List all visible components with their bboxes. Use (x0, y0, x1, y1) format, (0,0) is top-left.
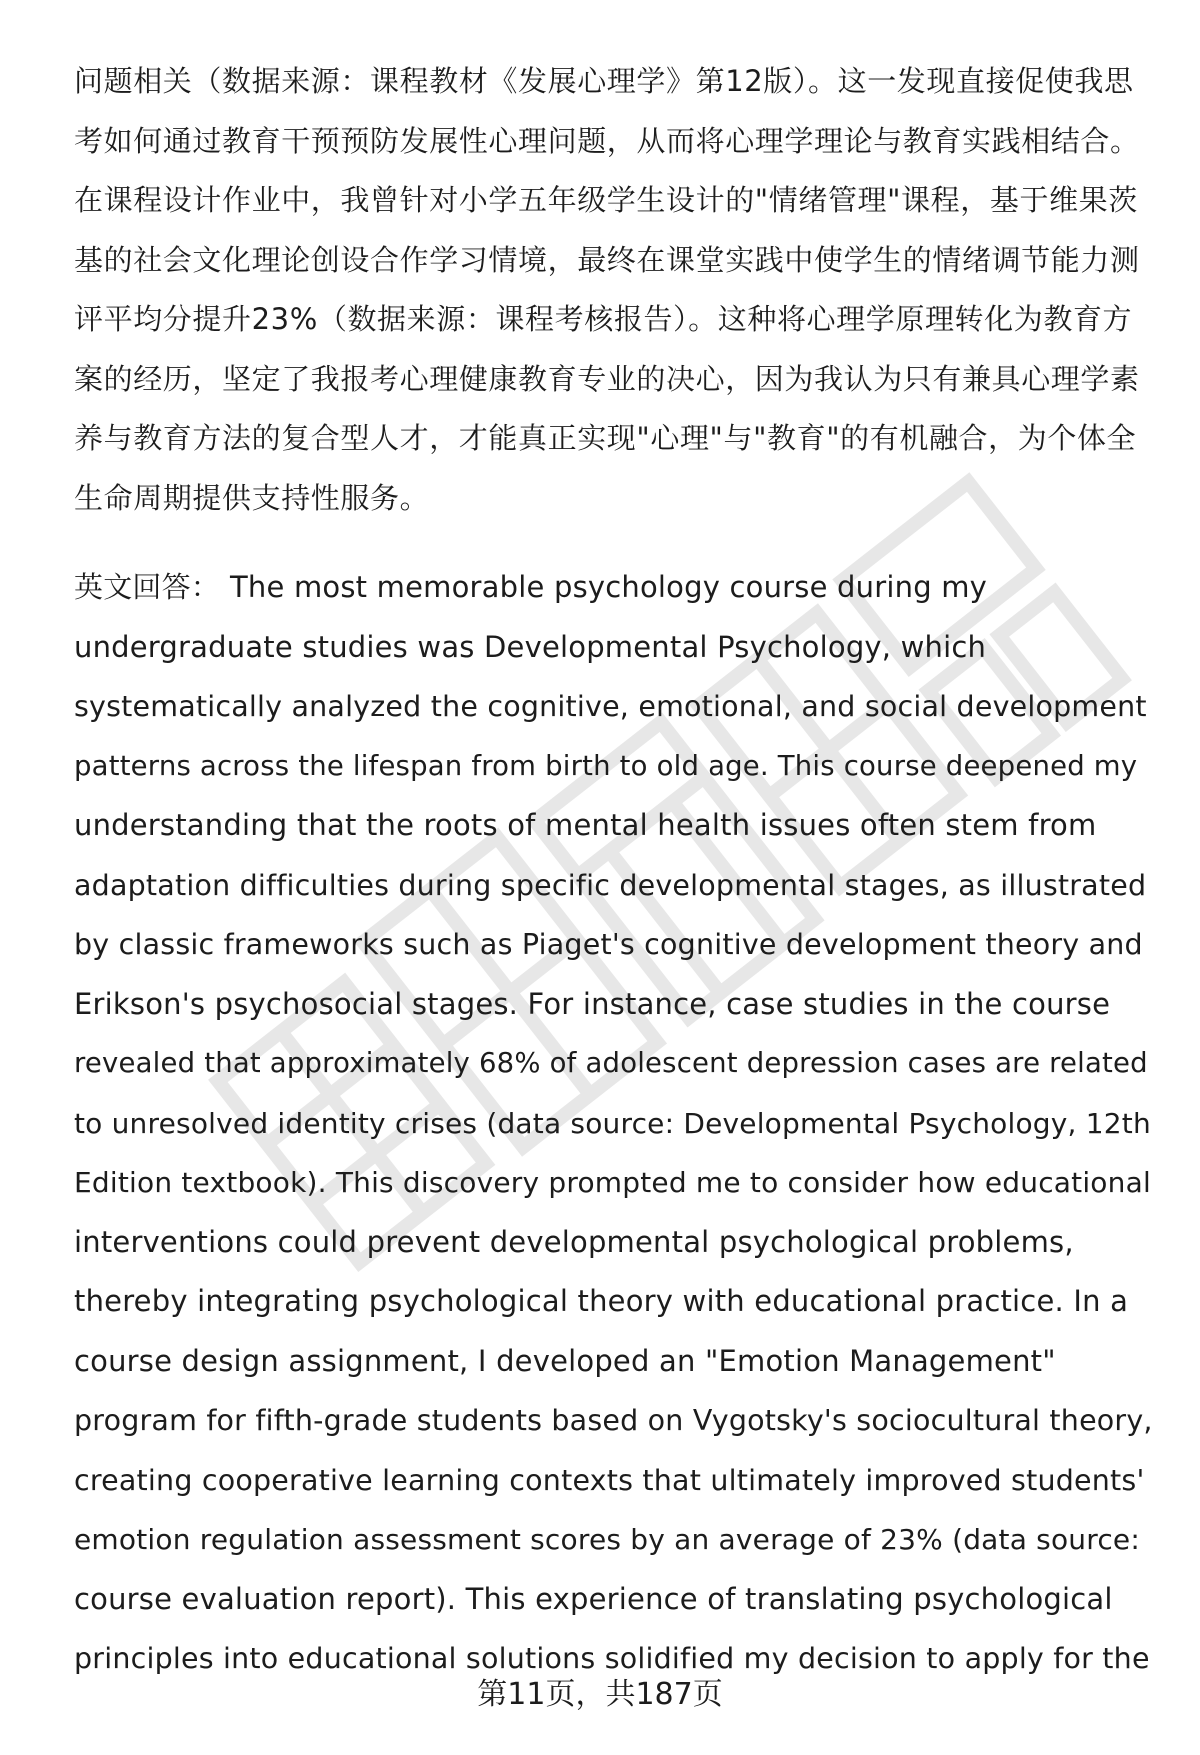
paragraph-line: undergraduate studies was Developmental Psychology, which (74, 629, 987, 664)
paragraph-gap (74, 528, 1154, 558)
paragraph-line: 生命周期提供支持性服务。 (74, 480, 430, 515)
paragraph-line: systematically analyzed the cognitive, emotional, and social development (74, 690, 1147, 723)
paragraph-line: by classic frameworks such as Piaget's cognitive development theory and (74, 928, 1143, 961)
paragraph-line: understanding that the roots of mental health issues often stem from (74, 808, 1097, 842)
paragraph-line: 养与教育方法的复合型人才，才能真正实现"心理"与"教育"的有机融合，为个体全 (74, 421, 1137, 455)
paragraph-line: Edition textbook). This discovery prompted me to consider how educational (74, 1166, 1151, 1199)
paragraph-line: 案的经历，坚定了我报考心理健康教育专业的决心，因为我认为只有兼具心理学素 (74, 361, 1140, 396)
page-indicator: 第11页，共187页 (477, 1677, 723, 1712)
paragraph-line: 考如何通过教育干预预防发展性心理问题，从而将心理学理论与教育实践相结合。 (74, 123, 1140, 158)
paragraph-line: course evaluation report). This experience of translating psychological (74, 1581, 1113, 1616)
paragraph-line-text: The most memorable psychology course during my (230, 570, 988, 604)
paragraph-line: 基的社会文化理论创设合作学习情境，最终在课堂实践中使学生的情绪调节能力测 (74, 242, 1140, 277)
answer-label: 英文回答： (74, 570, 221, 604)
paragraph-line (74, 558, 1154, 618)
paragraph-line: principles into educational solutions solidified my decision to apply for the (74, 1642, 1150, 1675)
paragraph-line: emotion regulation assessment scores by an average of 23% (data source: (74, 1523, 1140, 1556)
paragraph-line: thereby integrating psychological theory with educational practice. In a (74, 1284, 1129, 1318)
document-page (74, 52, 1154, 1689)
paragraph-line: 评平均分提升23%（数据来源：课程考核报告）。这种将心理学原理转化为教育方 (74, 302, 1133, 336)
paragraph-line: Erikson's psychosocial stages. For instance, case studies in the course (74, 986, 1111, 1021)
paragraph-line: 在课程设计作业中，我曾针对小学五年级学生设计的"情绪管理"课程，基于维果茨 (74, 183, 1138, 217)
paragraph-line: revealed that approximately 68% of adolescent depression cases are related (74, 1047, 1148, 1079)
paragraph-line: to unresolved identity crises (data source: Developmental Psychology, 12th (74, 1106, 1151, 1140)
paragraph-line: adaptation difficulties during specific developmental stages, as illustrated (74, 868, 1147, 902)
paragraph-line: 问题相关（数据来源：课程教材《发展心理学》第12版）。这一发现直接促使我思 (74, 64, 1134, 98)
english-paragraph (74, 558, 1154, 1689)
paragraph-line: course design assignment, I developed an "Emotion Management" (74, 1343, 1056, 1378)
paragraph-line: creating cooperative learning contexts that ultimately improved students' (74, 1463, 1145, 1497)
paragraph-line: patterns across the lifespan from birth to old age. This course deepened my (74, 749, 1138, 782)
paragraph-line: interventions could prevent developmental psychological problems, (74, 1224, 1074, 1259)
chinese-paragraph (74, 52, 1154, 528)
paragraph-line: program for fifth-grade students based on Vygotsky's sociocultural theory, (74, 1404, 1153, 1437)
